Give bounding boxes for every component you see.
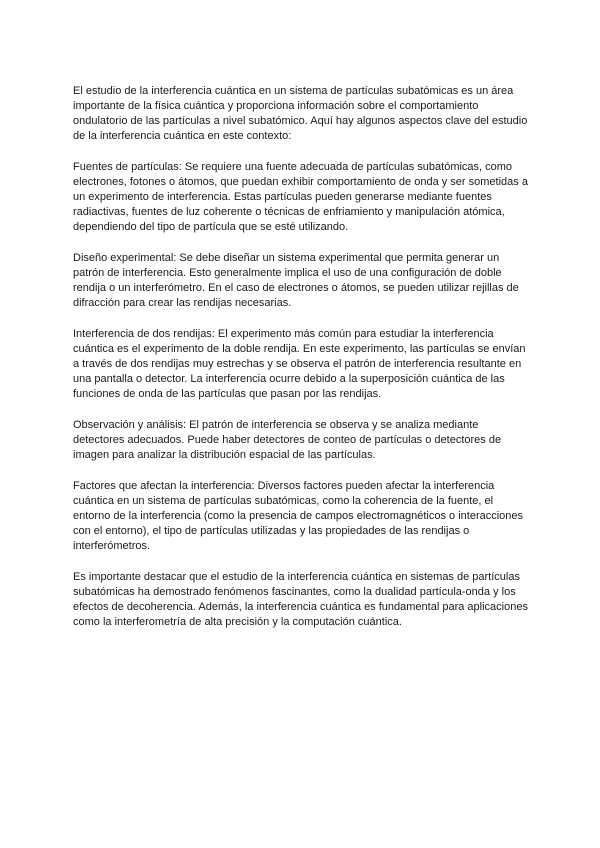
paragraph-conclusion: Es importante destacar que el estudio de la interferencia cuántica en sistemas de partículas subatómicas ha demostrado fenómenos fascinantes, como la dualidad partícula-onda y los efectos de decoherencia. Además, la interferencia cuántica es fundamental para aplicaciones como la interferometría de alta precisión y la computación cuántica.: [73, 571, 528, 628]
document-body: [73, 84, 528, 646]
paragraph-observation-analysis: Observación y análisis: El patrón de interferencia se observa y se analiza mediante detectores adecuados. Puede haber detectores de conteo de partículas o detectores de imagen para analizar la distribución espacial de las partículas.: [73, 419, 502, 461]
paragraph-particle-sources: Fuentes de partículas: Se requiere una fuente adecuada de partículas subatómicas, como electrones, fotones o átomos, que puedan exhibir comportamiento de onda y ser sometidas a un experimento de interferencia. Estas partículas pueden generarse mediante fuentes radiactivas, fuentes de luz coherente o técnicas de enfriamiento y manipulación atómica, dependiendo del tipo de partícula que se esté utilizando.: [73, 161, 528, 233]
paragraph-double-slit: Interferencia de dos rendijas: El experimento más común para estudiar la interferencia cuántica es el experimento de la doble rendija. En este experimento, las partículas se envían a través de dos rendijas muy estrechas y se observa el patrón de interferencia resultante en una pantalla o detector. La interferencia ocurre debido a la superposición cuántica de las funciones de onda de las partículas que pasan por las rendijas.: [73, 328, 526, 400]
paragraph-experimental-design: Diseño experimental: Se debe diseñar un sistema experimental que permita generar un patrón de interferencia. Esto generalmente implica el uso de una configuración de doble rendija o un interferómetro. En el caso de electrones o átomos, se pueden utilizar rejillas de difracción para crear las rendijas necesarias.: [73, 252, 519, 309]
paragraph-intro: El estudio de la interferencia cuántica en un sistema de partículas subatómicas es un área importante de la física cuántica y proporciona información sobre el comportamiento ondulatorio de las partículas a nivel subatómico. Aquí hay algunos aspectos clave del estudio de la interferencia cuántica en este contexto:: [73, 85, 528, 142]
paragraph-affecting-factors: Factores que afectan la interferencia: Diversos factores pueden afectar la interferencia cuántica en un sistema de partículas subatómicas, como la coherencia de la fuente, el entorno de la interferencia (como la presencia de campos electromagnéticos o interacciones con el entorno), el tipo de partículas utilizadas y las propiedades de las rendijas o interferómetros.: [73, 480, 524, 552]
